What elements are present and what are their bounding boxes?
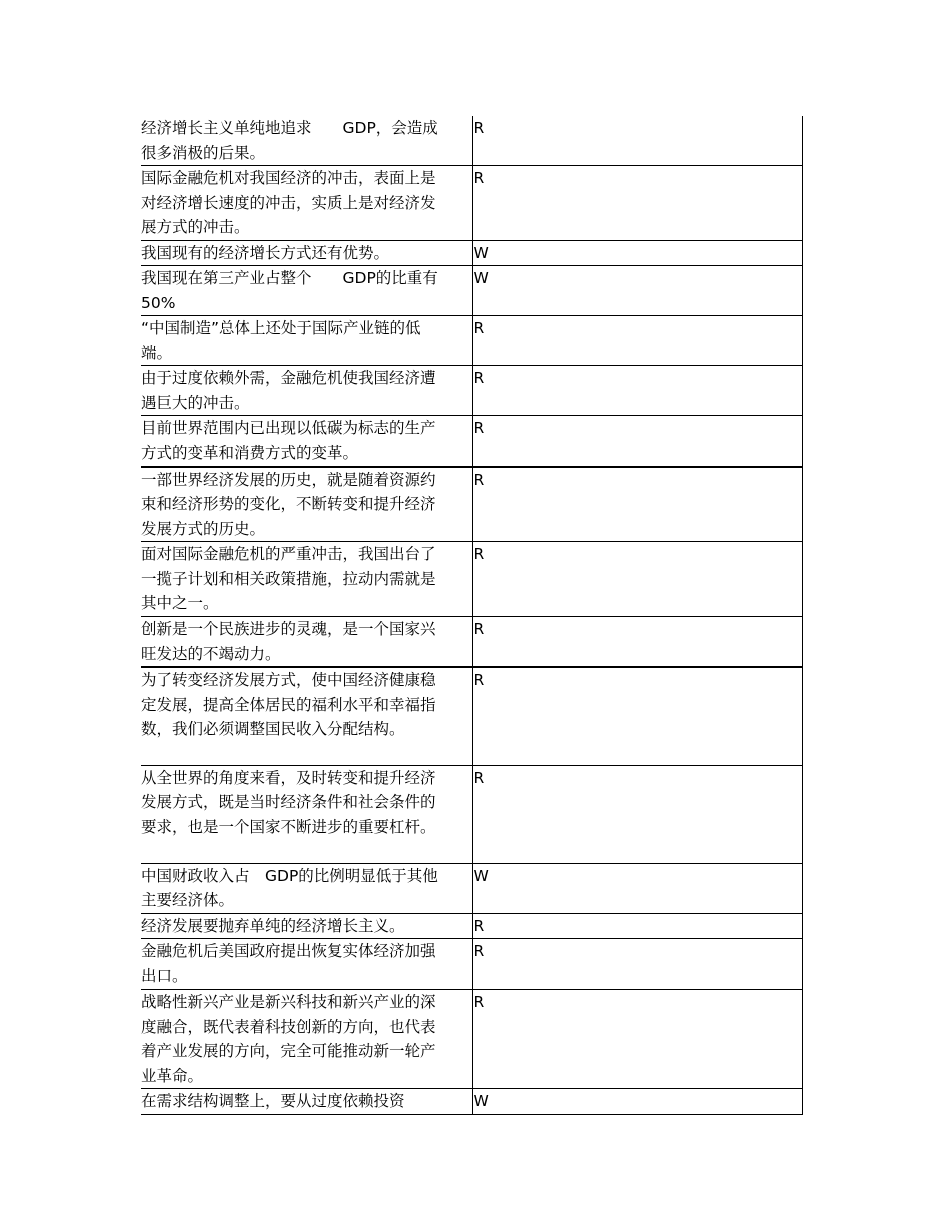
statement-text: 由于过度依赖外需，金融危机使我国经济遭遇巨大的冲击。: [141, 369, 436, 412]
answer-cell: R: [472, 990, 802, 1089]
statement-cell: [141, 990, 472, 1089]
statement-cell: [141, 617, 472, 668]
table-row: [141, 617, 802, 668]
answer-cell: R: [472, 416, 802, 467]
true-false-table: [141, 116, 803, 1115]
table-row: [141, 542, 802, 617]
answer-cell: R: [472, 542, 802, 617]
table-row: [141, 116, 802, 166]
answer-cell: W: [472, 1089, 802, 1115]
table-row: [141, 939, 802, 990]
statement-cell: [141, 913, 472, 939]
answer-cell: R: [472, 366, 802, 416]
statement-text: 中国财政收入占 GDP的比例明显低于其他主要经济体。: [141, 866, 438, 909]
statement-cell: [141, 667, 472, 765]
statement-cell: [141, 542, 472, 617]
statement-cell: [141, 1089, 472, 1115]
statement-cell: [141, 467, 472, 542]
answer-cell: W: [472, 863, 802, 913]
document-page: [141, 116, 802, 1115]
statement-text: 为了转变经济发展方式，使中国经济健康稳定发展，提高全体居民的福利水平和幸福指数，我们必须调整国民收入分配结构。: [141, 671, 436, 738]
answer-cell: R: [472, 913, 802, 939]
statement-text: 经济增长主义单纯地追求 GDP，会造成很多消极的后果。: [141, 119, 438, 162]
statement-cell: [141, 765, 472, 863]
statement-text: 金融危机后美国政府提出恢复实体经济加强出口。: [141, 942, 436, 985]
statement-text: 战略性新兴产业是新兴科技和新兴产业的深度融合，既代表着科技创新的方向，也代表着产业发展的方向，完全可能推动新一轮产业革命。: [141, 993, 436, 1085]
statement-text: 经济发展要抛弃单纯的经济增长主义。: [141, 916, 405, 935]
statement-cell: [141, 240, 472, 266]
statement-text: 一部世界经济发展的历史，就是随着资源约束和经济形势的变化，不断转变和提升经济发展方式的历史。: [141, 470, 436, 538]
statement-cell: [141, 416, 472, 467]
table-row: [141, 316, 802, 366]
answer-cell: R: [472, 166, 802, 241]
statement-text: 我国现有的经济增长方式还有优势。: [141, 243, 390, 262]
answer-cell: R: [472, 316, 802, 366]
statement-cell: [141, 366, 472, 416]
statement-text: 目前世界范围内已出现以低碳为标志的生产方式的变革和消费方式的变革。: [141, 419, 436, 462]
statement-cell: [141, 939, 472, 990]
statement-cell: [141, 166, 472, 241]
table-row: [141, 1089, 802, 1115]
answer-cell: R: [472, 116, 802, 166]
table-row: [141, 667, 802, 765]
statement-text: 国际金融危机对我国经济的冲击，表面上是对经济增长速度的冲击，实质上是对经济发展方式的冲击。: [141, 169, 436, 236]
statement-cell: [141, 863, 472, 913]
table-row: [141, 990, 802, 1089]
statement-text: 创新是一个民族进步的灵魂，是一个国家兴旺发达的不竭动力。: [141, 620, 436, 663]
table-row: [141, 913, 802, 939]
table-row: [141, 166, 802, 241]
answer-cell: R: [472, 667, 802, 765]
table-row: [141, 266, 802, 316]
answer-cell: W: [472, 240, 802, 266]
table-row: [141, 240, 802, 266]
table-row: [141, 416, 802, 467]
statement-text: 在需求结构调整上，要从过度依赖投资: [141, 1092, 405, 1110]
table-row: [141, 863, 802, 913]
statement-text: “中国制造”总体上还处于国际产业链的低端。: [141, 319, 421, 362]
answer-cell: W: [472, 266, 802, 316]
table-row: [141, 765, 802, 863]
answer-cell: R: [472, 617, 802, 668]
statement-cell: [141, 116, 472, 166]
answer-cell: R: [472, 467, 802, 542]
statement-cell: [141, 266, 472, 316]
statement-text: 面对国际金融危机的严重冲击，我国出台了一揽子计划和相关政策措施，拉动内需就是其中之一。: [141, 545, 436, 612]
table-row: [141, 366, 802, 416]
table-row: [141, 467, 802, 542]
statement-text: 我国现在第三产业占整个 GDP的比重有50%: [141, 269, 438, 312]
answer-cell: R: [472, 765, 802, 863]
statement-cell: [141, 316, 472, 366]
answer-cell: R: [472, 939, 802, 990]
statement-text: 从全世界的角度来看，及时转变和提升经济发展方式，既是当时经济条件和社会条件的要求，也是一个国家不断进步的重要杠杆。: [141, 768, 436, 836]
